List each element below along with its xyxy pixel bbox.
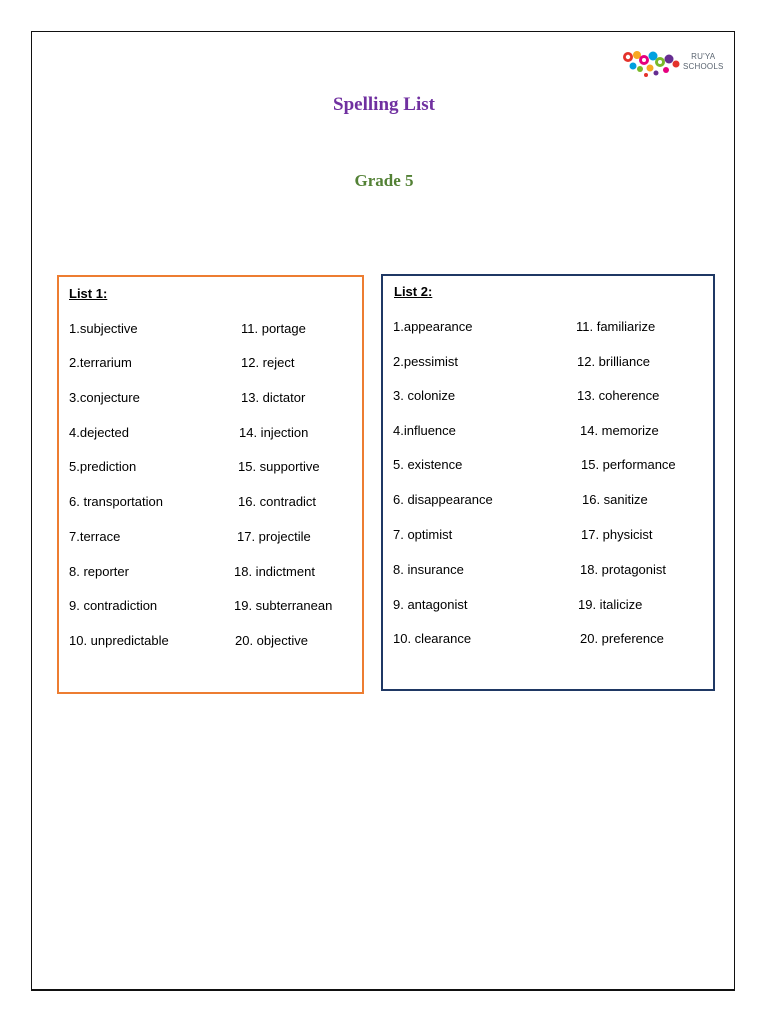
list-item: 7. optimist [393, 527, 453, 542]
page-title: Spelling List [333, 94, 435, 115]
logo-brand-line2: SCHOOLS [683, 62, 724, 71]
list-2-title: List 2: [394, 284, 433, 299]
list-2-box [381, 274, 715, 691]
list-item: 10. clearance [393, 631, 472, 646]
list-item: 9. contradiction [69, 598, 158, 613]
list-item: 6. transportation [69, 494, 163, 509]
list-item: 3.conjecture [69, 390, 140, 405]
list-item: 16. sanitize [582, 492, 648, 507]
list-item: 17. projectile [237, 529, 311, 544]
list-item: 12. reject [241, 355, 295, 370]
list-item: 11. familiarize [576, 319, 656, 334]
list-item: 19. subterranean [234, 598, 333, 613]
list-item: 9. antagonist [393, 597, 468, 612]
list-item: 13. coherence [577, 388, 660, 403]
list-item: 6. disappearance [393, 492, 493, 507]
list-item: 14. injection [239, 425, 309, 440]
logo-brand-line1: RU'YA [691, 52, 716, 61]
list-item: 16. contradict [238, 494, 317, 509]
list-item: 12. brilliance [577, 354, 650, 369]
list-item: 18. indictment [234, 564, 315, 579]
list-item: 14. memorize [580, 423, 659, 438]
list-item: 20. objective [235, 633, 308, 648]
list-item: 5. existence [393, 457, 463, 472]
list-item: 2.pessimist [393, 354, 459, 369]
list-item: 15. performance [581, 457, 676, 472]
list-item: 1.appearance [393, 319, 473, 334]
list-item: 13. dictator [241, 390, 306, 405]
list-1-box [57, 275, 364, 694]
list-item: 4.dejected [69, 425, 129, 440]
list-item: 2.terrarium [69, 355, 132, 370]
list-item: 5.prediction [69, 459, 137, 474]
list-item: 4.influence [393, 423, 456, 438]
list-item: 11. portage [241, 321, 306, 336]
list-1-title: List 1: [69, 286, 108, 301]
list-item: 7.terrace [69, 529, 121, 544]
logo-text [683, 52, 724, 72]
grade-heading: Grade 5 [354, 171, 414, 190]
list-item: 17. physicist [581, 527, 653, 542]
list-item: 15. supportive [238, 459, 320, 474]
list-item: 8. reporter [69, 564, 129, 579]
list-item: 8. insurance [393, 562, 464, 577]
list-item: 10. unpredictable [69, 633, 169, 648]
ruya-schools-logo [620, 47, 730, 81]
list-item: 1.subjective [69, 321, 138, 336]
list-item: 20. preference [580, 631, 664, 646]
logo-mark-icon [620, 47, 682, 81]
list-item: 3. colonize [393, 388, 456, 403]
list-item: 19. italicize [578, 597, 643, 612]
list-item: 18. protagonist [580, 562, 667, 577]
